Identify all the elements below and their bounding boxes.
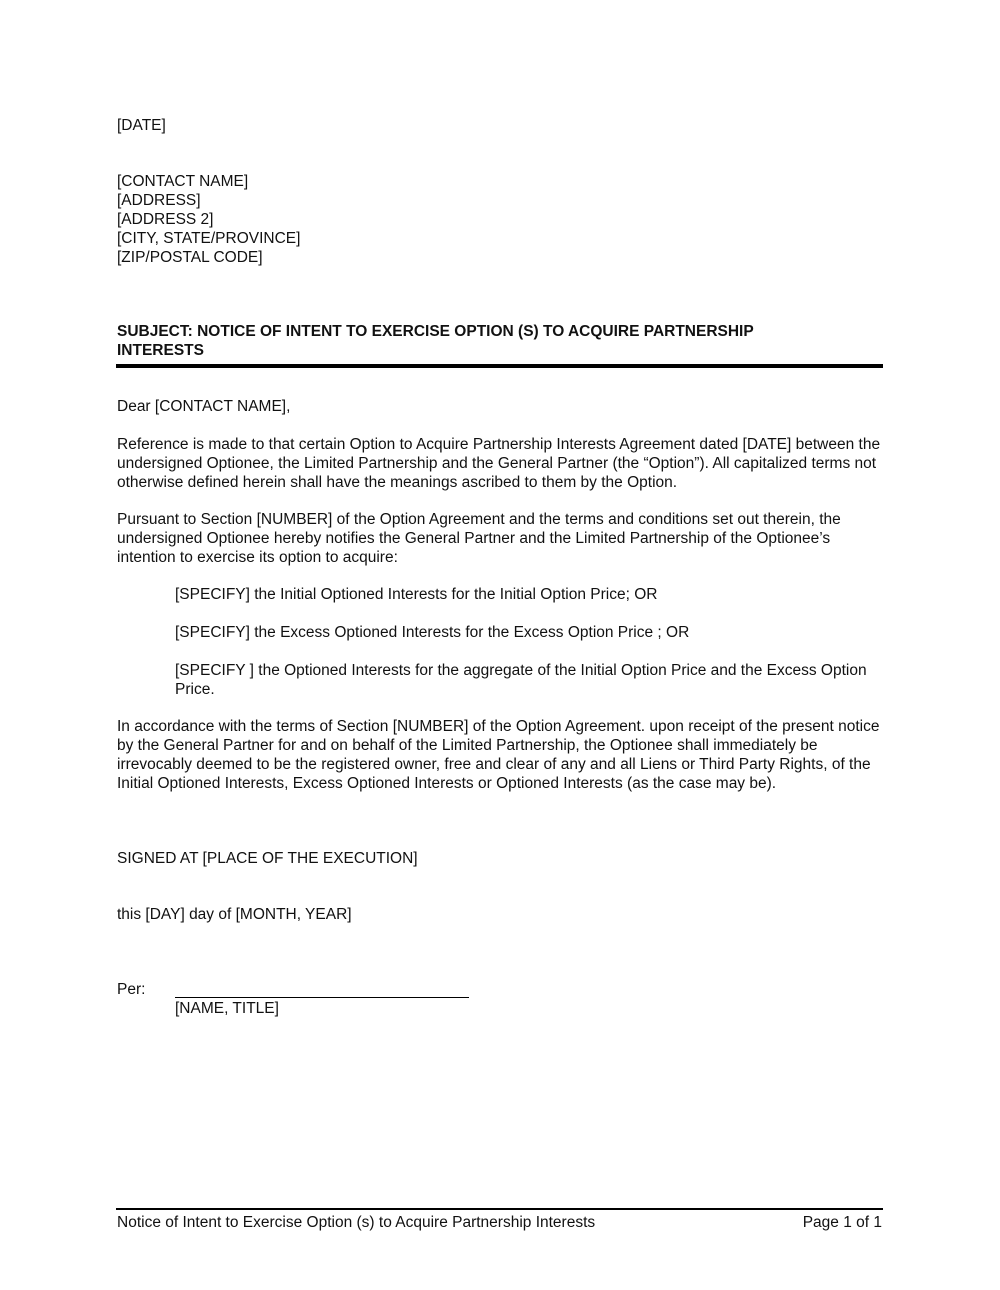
paragraph-accordance: In accordance with the terms of Section [NUMBER] of the Option Agreement. upon receipt of the present notice by the General Partner for and on behalf of the Limited Partnership, the Optionee shall immediately be irrevocably deemed to be the registered owner, free and clear of any and all Liens or Third Party Rights, of the Initial Optioned Interests, Excess Optioned Interests or Optioned Interests (as the case may be). [117,718,880,792]
signatory-name-title: [NAME, TITLE] [175,1000,279,1017]
subject-line-2: INTERESTS [117,342,204,359]
signature-line [175,997,469,998]
recipient-city-state: [CITY, STATE/PROVINCE] [117,230,301,247]
option-aggregate: [SPECIFY ] the Optioned Interests for the aggregate of the Initial Option Price and the Excess Option Price. [175,662,867,698]
signed-date: this [DAY] day of [MONTH, YEAR] [117,906,352,923]
per-label: Per: [117,981,146,998]
salutation: Dear [CONTACT NAME], [117,398,291,415]
option-initial: [SPECIFY] the Initial Optioned Interests for the Initial Option Price; OR [175,586,658,603]
subject-divider [116,364,883,368]
recipient-address-2: [ADDRESS 2] [117,211,214,228]
paragraph-reference: Reference is made to that certain Option to Acquire Partnership Interests Agreement dated [DATE] between the undersigned Optionee, the Limited Partnership and the General Partner (the “Option”). All capitalized terms not otherwise defined herein shall have the meanings ascribed to them by the Option. [117,436,881,491]
letter-date: [DATE] [117,117,166,134]
option-excess: [SPECIFY] the Excess Optioned Interests for the Excess Option Price ; OR [175,624,690,641]
footer-page-number: Page 1 of 1 [802,1214,882,1231]
recipient-contact-name: [CONTACT NAME] [117,173,249,190]
paragraph-pursuant: Pursuant to Section [NUMBER] of the Option Agreement and the terms and conditions set out therein, the undersigned Optionee hereby notifies the General Partner and the Limited Partnership of the Optionee’s intention to exercise its option to acquire: [117,511,841,566]
footer-title: Notice of Intent to Exercise Option (s) to Acquire Partnership Interests [117,1214,596,1231]
subject-line-1: SUBJECT: NOTICE OF INTENT TO EXERCISE OPTION (S) TO ACQUIRE PARTNERSHIP [117,323,754,340]
footer-divider [116,1208,883,1210]
recipient-zip: [ZIP/POSTAL CODE] [117,249,263,266]
recipient-address: [ADDRESS] [117,192,201,209]
signed-at: SIGNED AT [PLACE OF THE EXECUTION] [117,850,418,867]
